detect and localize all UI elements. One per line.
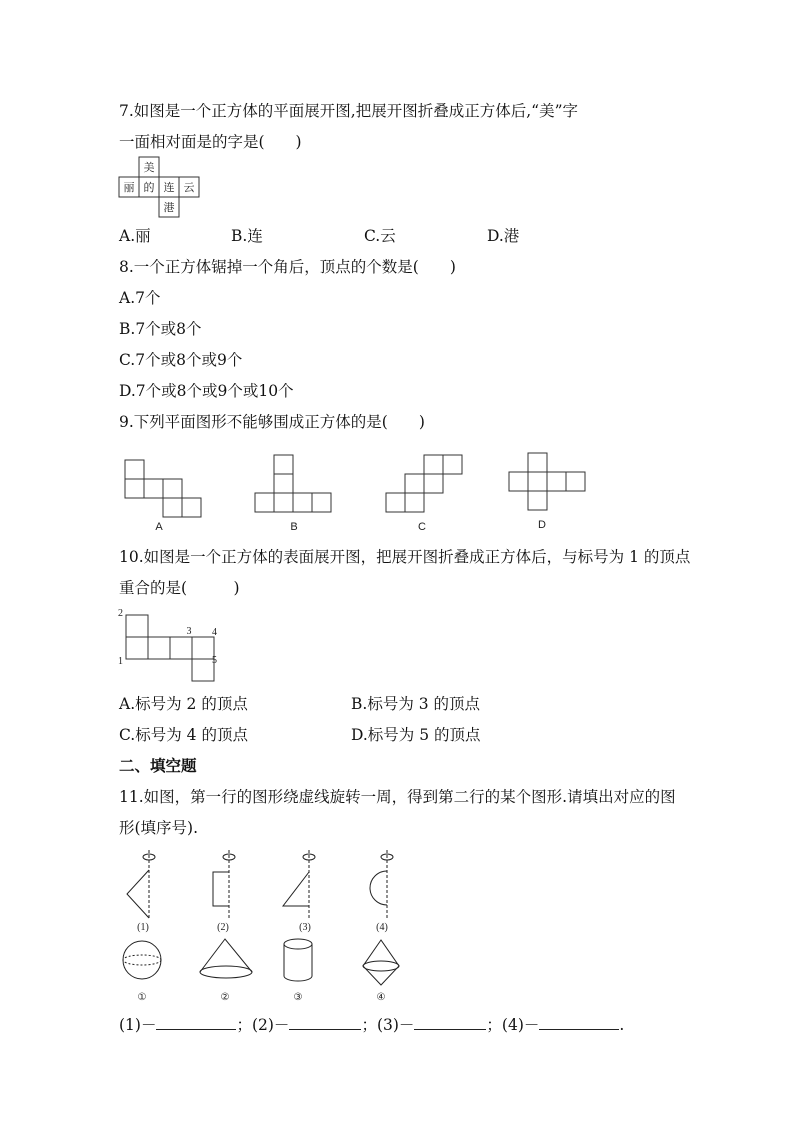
q11-answer-line [119,1015,624,1035]
answer-prefix-1: (1)－ [119,1016,157,1034]
vertex-label-2: 2 [118,608,123,619]
q7-stem-line2: 一面相对面是的字是( ) [119,133,302,151]
q7-option-b: B.连 [231,227,263,245]
q9-label-d: D [538,519,546,531]
q9-figures [120,451,590,536]
q10-cube-net [118,607,228,685]
net-cell-li: 丽 [123,181,135,194]
q8-option-c: C.7个或8个或9个 [119,351,243,369]
row2-label-3: ③ [293,992,303,1003]
q9-label-a: A [155,521,163,533]
q10-stem-line1: 10.如图是一个正方体的表面展开图，把展开图折叠成正方体后，与标号为 1 的顶点 [119,548,691,566]
q7-stem-line1: 7.如图是一个正方体的平面展开图,把展开图折叠成正方体后,“美”字 [119,102,578,120]
q7-option-d: D.港 [487,227,520,245]
q11-rotation-figures [112,848,412,1006]
vertex-label-1: 1 [118,656,123,667]
row1-label-1: (1) [137,922,149,933]
row2-label-1: ① [137,992,147,1003]
q8-option-a: A.7个 [119,289,161,307]
row1-label-4: (4) [376,922,388,933]
vertex-label-4: 4 [212,627,217,638]
net-cell-gang: 港 [163,201,175,214]
net-cell-lian: 连 [163,181,175,194]
q10-option-a: A.标号为 2 的顶点 [119,695,248,713]
answer-end: . [619,1016,625,1034]
q7-option-c: C.云 [364,227,396,245]
vertex-label-5: 5 [212,655,217,666]
q8-option-d: D.7个或8个或9个或10个 [119,382,294,400]
answer-blank-3[interactable] [414,1015,486,1030]
net-cell-de: 的 [143,181,155,194]
section-title-fill-blank: 二、填空题 [119,756,197,775]
q10-stem-line2: 重合的是( ) [119,579,240,597]
q10-option-c: C.标号为 4 的顶点 [119,726,248,744]
row1-label-3: (3) [299,922,311,933]
answer-prefix-4: ；(4)－ [486,1016,540,1034]
q8-option-b: B.7个或8个 [119,320,202,338]
q7-cube-net [119,156,203,218]
net-cell-mei: 美 [143,161,155,174]
q8-stem: 8.一个正方体锯掉一个角后，顶点的个数是( ) [119,258,456,276]
answer-prefix-2: ；(2)－ [236,1016,290,1034]
q9-label-b: B [290,521,298,533]
row2-label-2: ② [220,992,230,1003]
answer-blank-4[interactable] [539,1015,619,1030]
row2-label-4: ④ [376,992,386,1003]
q10-option-d: D.标号为 5 的顶点 [351,726,481,744]
q11-stem-line1: 11.如图，第一行的图形绕虚线旋转一周，得到第二行的某个图形.请填出对应的图 [119,788,676,806]
q7-option-a: A.丽 [119,227,151,245]
vertex-label-3: 3 [186,626,192,637]
q9-label-c: C [418,521,426,533]
row1-label-2: (2) [217,922,229,933]
answer-blank-1[interactable] [156,1015,236,1030]
answer-prefix-3: ；(3)－ [361,1016,415,1034]
q10-option-b: B.标号为 3 的顶点 [351,695,481,713]
q9-stem: 9.下列平面图形不能够围成正方体的是( ) [119,413,425,431]
answer-blank-2[interactable] [289,1015,361,1030]
q11-stem-line2: 形(填序号). [119,819,199,837]
net-cell-yun: 云 [183,181,195,194]
